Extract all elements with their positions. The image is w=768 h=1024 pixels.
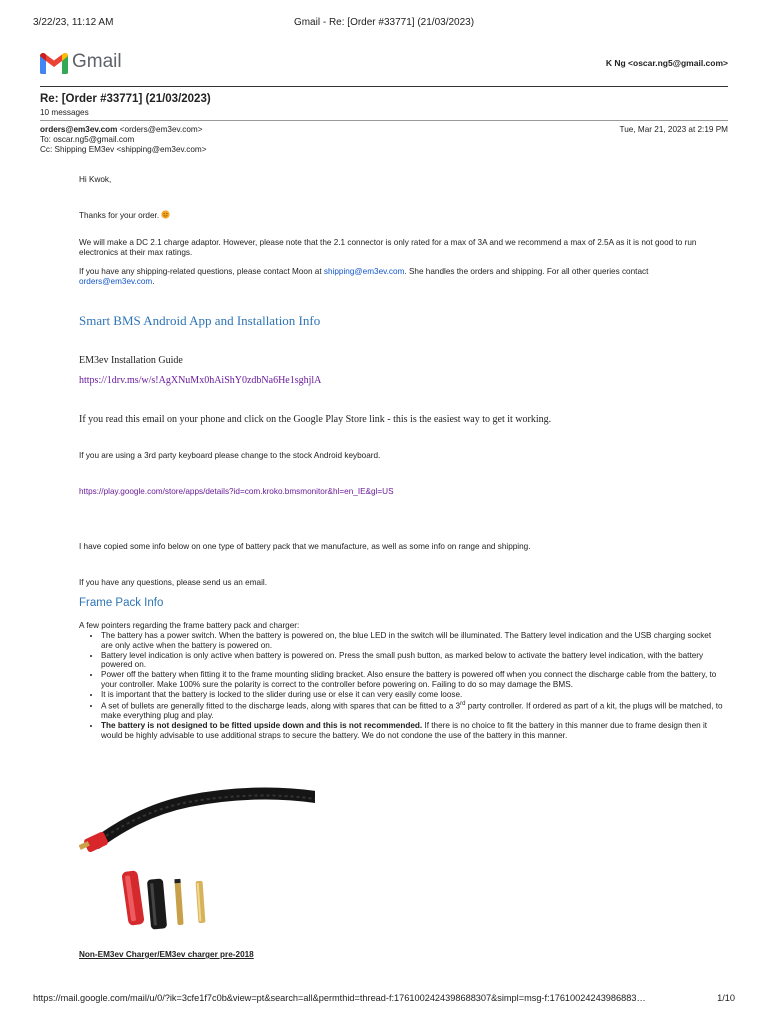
gmail-logo-text: Gmail [72,51,122,72]
cable-bullets-photo [79,779,315,939]
contact-text-3: . [152,277,155,286]
copied-info: I have copied some info below on one type of battery pack that we manufacture, as well as some info on range and shipping. [79,542,531,551]
contact-text-2: . She handles the orders and shipping. For all other queries contact [404,267,649,276]
print-title: Gmail - Re: [Order #33771] (21/03/2023) [293,17,475,28]
bms-heading: Smart BMS Android App and Installation Info [79,313,321,328]
smile-emoji-icon [161,210,170,219]
list-item [101,721,723,741]
install-guide-label: EM3ev Installation Guide [79,355,183,366]
contact-paragraph [79,267,719,287]
contact-text-1: If you have any shipping-related questions, please contact Moon at [79,267,324,276]
print-url: https://mail.google.com/mail/u/0/?ik=3cfe1f7c0b&view=pt&search=all&permthid=thread-f:1761002424398688307&simpl=msg-f:17610024243986883… [33,993,646,1003]
frame-pack-heading: Frame Pack Info [79,597,164,609]
gmail-m-icon [40,53,68,74]
subject-divider [40,120,728,121]
orders-email-link[interactable]: orders@em3ev.com [79,277,153,286]
list-item: • Power off the battery when fitting it to the frame mounting sliding bracket. Also ensure the battery is powered off when you connect the discharge cable from the battery, to your controller. Make 100% sure the polarity is correct to the controller before powering on. Failing to do so may damage the BMS. [101,670,723,690]
list-item: • The battery has a power switch. When the battery is powered on, the blue LED in the switch will be illuminated. The Battery level indication and the USB charging socket are only active when the battery is powered on. [101,631,723,651]
message-cc: Cc: Shipping EM3ev <shipping@em3ev.com> [40,145,207,154]
bullet6-bold: The battery is not designed to be fitted upside down and this is not recommended. [101,720,423,730]
adaptor-paragraph: We will make a DC 2.1 charge adaptor. However, please note that the 2.1 connector is only rated for a max of 3A and we recommend a max of 2.5A as it is not good to run electronics at their max ratings. [79,238,697,257]
thanks-text: Thanks for your order. [79,211,160,220]
install-guide-link[interactable]: https://1drv.ms/w/s!AgXNuMx0hAiShY0zdbNa6He1sghjlA [79,375,322,386]
message-to: To: oscar.ng5@gmail.com [40,135,135,144]
questions-line: If you have any questions, please send us an email. [79,578,267,587]
gmail-logo[interactable] [40,52,160,76]
list-item [101,700,723,721]
message-count: 10 messages [40,108,89,117]
message-date: Tue, Mar 21, 2023 at 2:19 PM [619,125,728,134]
charger-caption: Non-EM3ev Charger/EM3ev charger pre-2018 [79,950,254,959]
shipping-email-link[interactable]: shipping@em3ev.com [323,267,405,276]
list-item: • It is important that the battery is locked to the slider during use or else it can very easily come loose. [101,690,723,700]
account-label: K Ng <oscar.ng5@gmail.com> [605,58,728,68]
message-from [40,125,203,135]
list-item: • Battery level indication is only active when battery is powered on. Press the small push button, as marked below to activate the battery level indication, with the battery powered on. [101,651,723,671]
play-store-link[interactable]: https://play.google.com/store/apps/details?id=com.kroko.bmsmonitor&hl=en_IE&gl=US [79,487,394,496]
bullet6-text: If there is no choice to fit the battery in this manner due to frame design then it would be highly advisable to use additional straps to secure the battery. We do not condone the use of the battery in this manner. [101,720,708,740]
greeting: Hi Kwok, [79,175,112,184]
header-divider [40,86,728,87]
thanks-line [79,210,170,221]
bullet5-superscript: rd [460,700,466,707]
bullet5-text-1: A set of bullets are generally fitted to the discharge leads, along with spares that can be fitted to a 3 [101,701,461,711]
sender-address: <orders@em3ev.com> [117,125,203,134]
pointers-list [83,631,723,741]
thread-subject: Re: [Order #33771] (21/03/2023) [40,93,211,105]
print-datetime: 3/22/23, 11:12 AM [33,17,114,28]
keyboard-note: If you are using a 3rd party keyboard please change to the stock Android keyboard. [79,451,381,460]
phone-note: If you read this email on your phone and click on the Google Play Store link - this is the easiest way to get it working. [79,414,552,425]
bullet5-text-2: party controller. If ordered as part of a kit, the plugs will be matched, to make everything plug and play. [101,701,723,721]
pointers-intro: A few pointers regarding the frame battery pack and charger: [79,621,300,630]
print-page-number: 1/10 [717,993,735,1003]
sender-email: orders@em3ev.com [40,125,118,134]
